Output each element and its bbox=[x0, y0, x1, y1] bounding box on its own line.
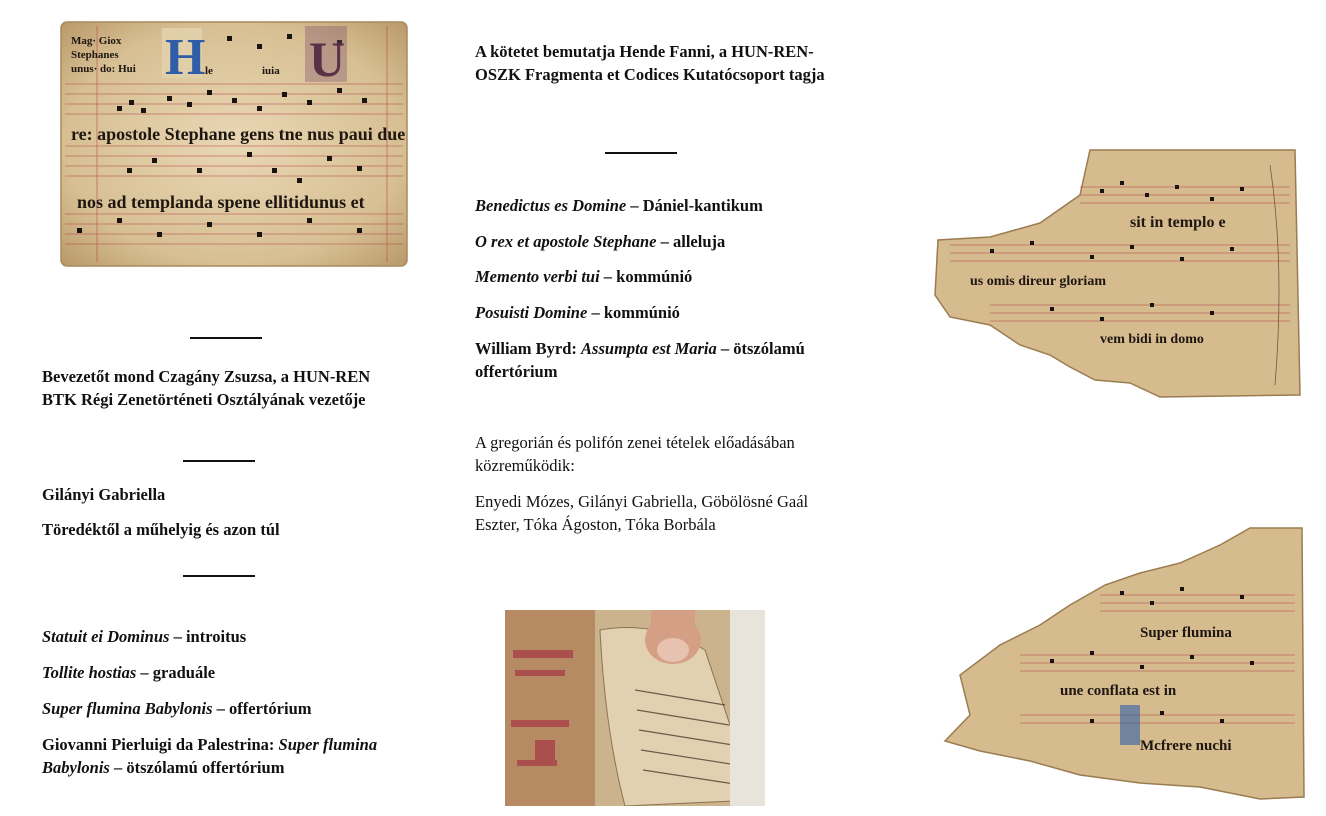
program-item: Tollite hostias – graduále bbox=[42, 663, 216, 682]
svg-text:iuia: iuia bbox=[262, 65, 280, 77]
fragment-text-line-2: une conflata est in bbox=[1060, 683, 1177, 699]
program-item-byrd: William Byrd: Assumpta est Maria – ötszólamú offertórium bbox=[475, 339, 805, 381]
divider bbox=[183, 460, 255, 462]
program-item: Memento verbi tui – kommúnió bbox=[475, 267, 693, 286]
program-item: Posuisti Domine – kommúnió bbox=[475, 303, 680, 322]
fragment-photo-right-bottom bbox=[940, 525, 1310, 805]
fragment-text-line-1: Super flumina bbox=[1140, 625, 1232, 641]
svg-text:Mag· Giox: Mag· Giox bbox=[71, 35, 122, 47]
divider bbox=[605, 152, 677, 154]
program-item: Statuit ei Dominus – introitus bbox=[42, 627, 247, 646]
program-item: Benedictus es Domine – Dániel-kantikum bbox=[475, 196, 763, 215]
lecture-title: Töredéktől a műhelyig és azon túl bbox=[42, 520, 280, 539]
fragment-text-line-3: Mcfrere nuchi bbox=[1140, 738, 1232, 754]
fragment-text-line-3: vem bidi in domo bbox=[1100, 332, 1204, 347]
initial-u: U bbox=[309, 31, 346, 87]
lecture-speaker: Gilányi Gabriella bbox=[42, 485, 166, 504]
presenter-text: A kötetet bemutatja Hende Fanni, a HUN-REN-OSZK Fragmenta et Codices Kutatócsoport tagja bbox=[475, 42, 825, 84]
fragment-photo-right-top bbox=[930, 145, 1305, 400]
fragment-text-line-2: us omis direur gloriam bbox=[970, 274, 1106, 289]
performers-intro: A gregorián és polifón zenei tételek előadásában közreműködik: bbox=[475, 433, 795, 475]
performers-list: Enyedi Mózes, Gilányi Gabriella, Göbölösné Gaál Eszter, Tóka Ágoston, Tóka Borbála bbox=[475, 492, 809, 534]
intro-text: Bevezetőt mond Czagány Zsuzsa, a HUN-REN BTK Régi Zenetörténeti Osztályának vezetője bbox=[42, 367, 371, 409]
manuscript-text-line-2: nos ad templanda spene ellitidunus et bbox=[77, 192, 365, 212]
manuscript-photo-top-left bbox=[57, 18, 409, 268]
divider bbox=[190, 337, 262, 339]
svg-text:Stephanes: Stephanes bbox=[71, 49, 119, 61]
svg-text:unus· do: Hui: unus· do: Hui bbox=[71, 63, 136, 75]
program-item: Super flumina Babylonis – offertórium bbox=[42, 699, 312, 718]
fragment-handling-photo bbox=[505, 610, 765, 806]
program-item: O rex et apostole Stephane – alleluja bbox=[475, 232, 726, 251]
program-item-palestrina: Giovanni Pierluigi da Palestrina: Super flumina Babylonis – ötszólamú offertórium bbox=[42, 735, 378, 777]
fragment-text-line-1: sit in templo e bbox=[1130, 214, 1226, 231]
divider bbox=[183, 575, 255, 577]
manuscript-text-line-1: re: apostole Stephane gens tne nus paui due bbox=[71, 124, 406, 144]
initial-h: H bbox=[165, 29, 206, 86]
svg-text:le: le bbox=[205, 65, 213, 77]
